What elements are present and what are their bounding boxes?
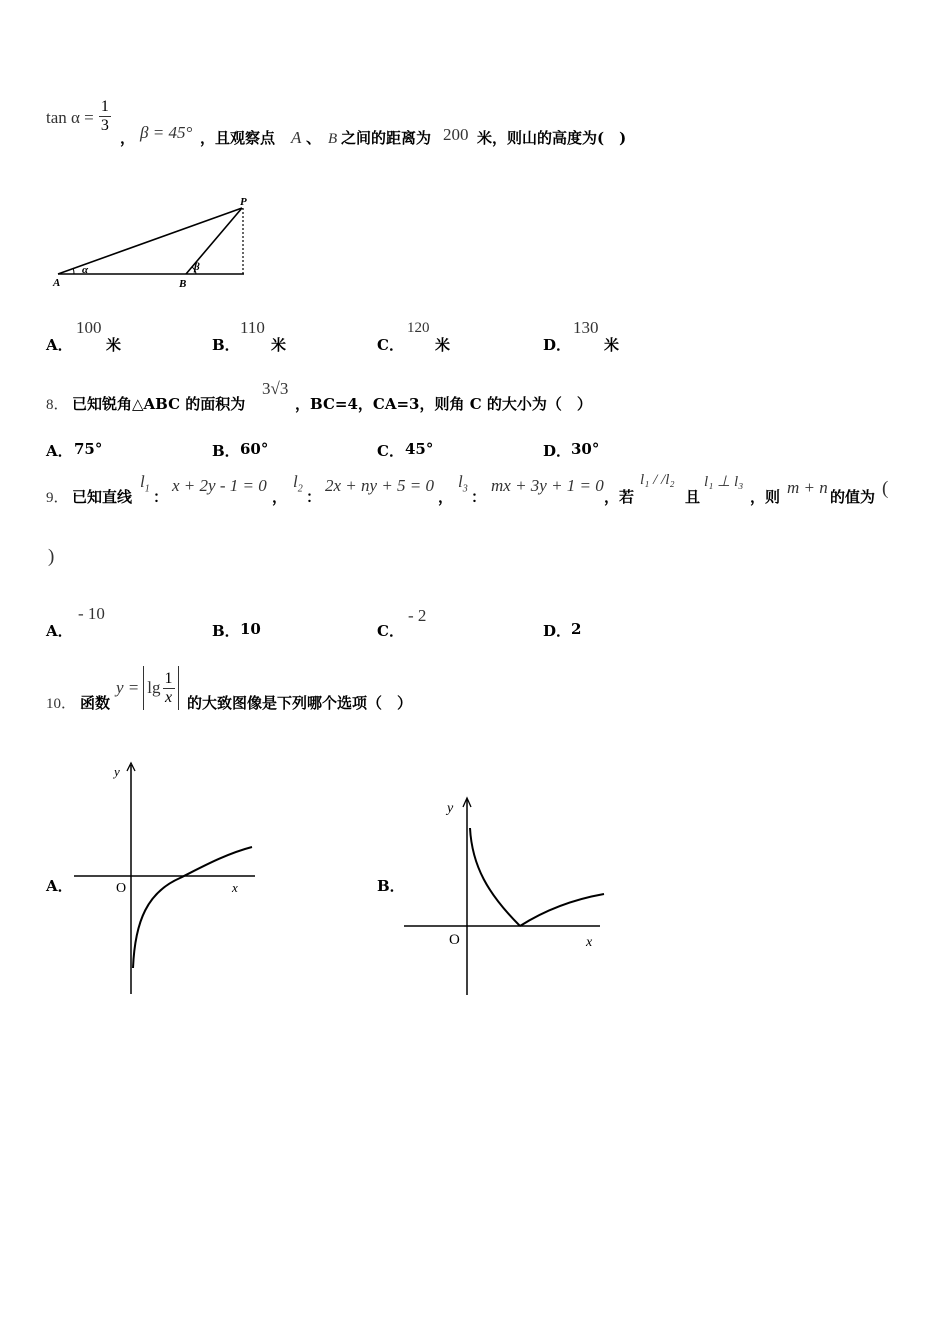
line-l2: $l_2$ [293,472,303,495]
point-b-label: B [328,131,338,147]
option-a-value: - 10 [78,604,105,623]
point-a-label: A [291,128,302,147]
q9-text-if: ，若 [604,488,635,506]
label-p: P [240,196,247,208]
tan-fraction: $\frac{1}{3}$ [100,98,109,134]
option-a-letter[interactable]: A． [46,442,73,460]
equation-l3: mx + 3y + 1 = 0 [491,476,604,495]
option-c-letter[interactable]: C． [377,442,404,460]
q8-number: 8． [46,397,69,413]
line-l1: $l_1$ [140,472,150,495]
option-d-unit: 米 [604,336,620,354]
label-alpha: α [82,264,89,276]
q7-stem [46,98,111,135]
option-d-value: 2 [571,620,582,638]
option-b-unit: 米 [271,336,287,354]
q10-stem-2: 的大致图像是下列哪个选项（ ） [187,694,413,712]
option-d-letter[interactable]: D． [543,622,572,640]
graph-option-b [400,794,610,998]
q8-stem: 已知锐角△ABC 的面积为 [72,395,246,413]
option-c-letter[interactable]: C． [377,622,404,640]
x-axis-label: x [232,880,238,895]
option-b-value: 10 [240,620,261,638]
curve-b-right [520,894,604,926]
q8-area: 3√3 [262,379,289,398]
option-d-value: 30° [571,440,600,458]
option-b-value: 60° [240,440,269,458]
line-l3: $l_3$ [458,472,468,495]
colon: ： [153,488,169,506]
q7-text-distance: 之间的距离为 [341,129,432,147]
sum-expr: m + n [787,478,828,497]
mountain-figure [44,196,254,292]
option-c-value: 45° [405,440,434,458]
origin-label: O [116,881,127,896]
q7-text-height: 米，则山的高度为( ) [477,129,627,147]
graph-option-a [70,760,255,996]
option-a-letter[interactable]: A． [46,877,73,895]
q10-stem: 函数 [80,694,111,712]
option-b-letter[interactable]: B． [212,622,240,640]
option-b-letter[interactable]: B． [212,336,240,354]
option-c-value: 120 [407,320,430,336]
option-b-value: 110 [240,318,265,337]
label-beta: β [194,261,200,273]
comma: ， [120,129,136,147]
option-d-letter[interactable]: D． [543,442,572,460]
label-a: A [53,277,61,289]
option-a-letter[interactable]: A． [46,336,73,354]
function-expr [116,666,179,710]
option-a-unit: 米 [106,336,122,354]
function-lhs: y = [116,678,140,697]
option-c-letter[interactable]: C． [377,336,404,354]
origin-label: O [449,932,460,948]
separator: 、 [306,129,322,147]
q9-text-end: 的值为 [830,488,876,506]
q7-text-observe: ，且观察点 [200,129,276,147]
x-axis-label: x [586,935,593,950]
comma: ， [438,488,454,506]
perpendicular-condition: l₁ ⊥ l₃ [704,474,744,490]
colon: ： [306,488,322,506]
equation-l1: x + 2y - 1 = 0 [172,476,267,495]
label-b: B [179,278,187,290]
q8-stem-2: ，BC=4，CA=3，则角 C 的大小为（ ） [295,395,592,413]
q9-number: 9． [46,490,69,506]
parallel-condition: l₁ / /l₂ [640,472,675,488]
option-c-value: - 2 [408,606,427,625]
option-a-value: 100 [76,318,102,337]
option-b-letter[interactable]: B． [377,877,405,895]
tan-alpha-expr: tan α = [46,108,94,127]
option-d-value: 130 [573,318,599,337]
comma: ， [272,488,288,506]
equation-l2: 2x + ny + 5 = 0 [325,476,435,495]
open-paren: ( [882,478,889,499]
colon: ： [471,488,487,506]
curve-a [133,847,252,968]
q9-text-then: ，则 [750,488,781,506]
close-paren: ) [48,546,55,567]
q9-stem: 已知直线 [72,488,133,506]
option-a-value: 75° [74,440,103,458]
option-c-unit: 米 [435,336,451,354]
beta-expr: β = 45° [140,123,193,142]
y-axis-label: y [447,801,454,816]
q9-text-and: 且 [685,488,701,506]
option-a-letter[interactable]: A． [46,622,73,640]
option-d-letter[interactable]: D． [543,336,572,354]
distance-value: 200 [443,125,469,144]
abs-value-bars: lg $\frac{1}{x}$ [143,666,178,710]
q10-number: 10． [46,696,77,712]
y-axis-label: y [114,764,120,779]
curve-b-left [470,828,520,926]
option-b-letter[interactable]: B． [212,442,240,460]
